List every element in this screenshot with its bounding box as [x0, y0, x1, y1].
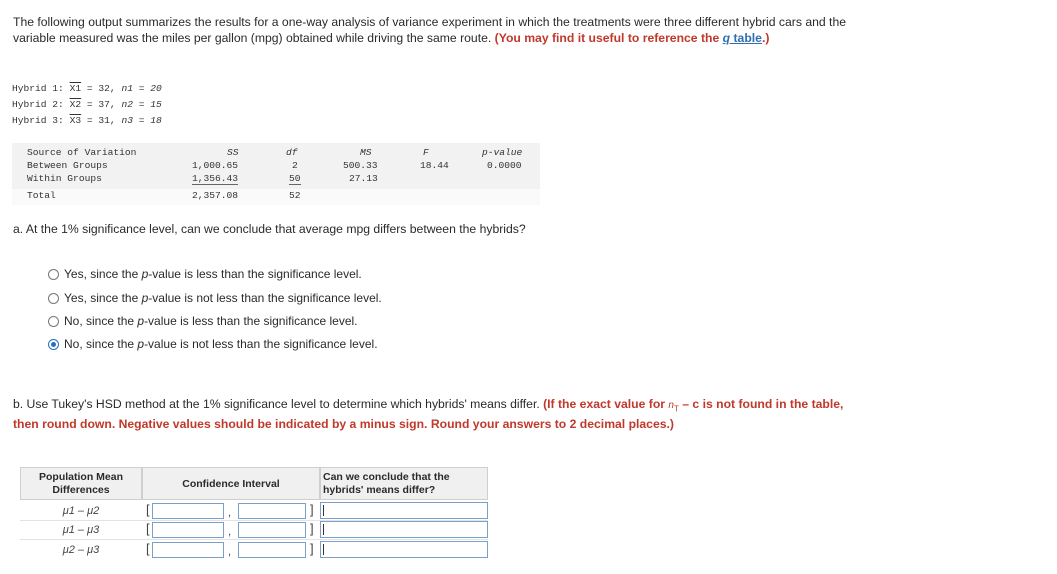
- header-ms: MS: [360, 147, 372, 158]
- between-label: Between Groups: [27, 160, 108, 171]
- header-pvalue: p-value: [482, 147, 523, 158]
- radio-icon[interactable]: [48, 293, 59, 304]
- row-label-mu2-mu3: μ2 – μ3: [62, 544, 100, 556]
- within-df: 50: [289, 173, 301, 184]
- within-ms: 27.13: [349, 173, 378, 184]
- between-ss: 1,000.65: [192, 160, 239, 171]
- total-ss: 2,357.08: [192, 190, 239, 201]
- part-b-question: [13, 397, 853, 432]
- open-bracket: [: [146, 502, 150, 517]
- header-ci: Confidence Interval: [142, 467, 320, 500]
- ci-lower-input-1[interactable]: [152, 503, 224, 519]
- q-table-link[interactable]: q table: [722, 30, 762, 45]
- between-df: 2: [292, 160, 298, 171]
- within-ss: 1,356.43: [192, 173, 239, 184]
- option-label: Yes, since the p-value is not less than the significance level.: [64, 291, 382, 305]
- anova-table: [12, 143, 540, 205]
- part-b-text: b. Use Tukey's HSD method at the 1% significance level to determine which hybrids' means differ.: [13, 397, 540, 411]
- open-bracket: [: [146, 521, 150, 536]
- ci-upper-input-1[interactable]: [238, 503, 306, 519]
- option-label: No, since the p-value is not less than the significance level.: [64, 337, 378, 351]
- hybrid-3-line: Hybrid 3: X3 = 31, n3 = 18: [12, 115, 162, 126]
- open-bracket: [: [146, 541, 150, 556]
- between-pvalue: 0.0000: [487, 160, 522, 171]
- row-label-mu1-mu3: μ1 – μ3: [62, 524, 100, 536]
- part-a-question: a. At the 1% significance level, can we conclude that average mpg differs between the hybrids?: [13, 222, 526, 236]
- header-pop-diff: Population Mean Differences: [20, 467, 142, 500]
- within-label: Within Groups: [27, 173, 102, 184]
- between-f: 18.44: [420, 160, 449, 171]
- option-4-selected[interactable]: [48, 336, 378, 352]
- option-3[interactable]: [48, 313, 358, 329]
- header-df: df: [286, 147, 298, 158]
- ci-lower-input-3[interactable]: [152, 542, 224, 558]
- radio-icon[interactable]: [48, 316, 59, 327]
- header-f: F: [423, 147, 429, 158]
- hybrid-1-line: Hybrid 1: X1 = 32, n1 = 20: [12, 83, 162, 94]
- option-label: Yes, since the p-value is less than the significance level.: [64, 267, 362, 281]
- comma: ,: [228, 546, 232, 558]
- total-df: 52: [289, 190, 301, 201]
- radio-icon[interactable]: [48, 269, 59, 280]
- ci-upper-input-3[interactable]: [238, 542, 306, 558]
- conclude-select-3[interactable]: [320, 541, 488, 558]
- close-bracket: ]: [310, 502, 314, 517]
- option-2[interactable]: [48, 290, 382, 306]
- close-bracket: ]: [310, 541, 314, 556]
- conclude-select-2[interactable]: [320, 521, 488, 538]
- hybrid-2-line: Hybrid 2: X2 = 37, n2 = 15: [12, 99, 162, 110]
- radio-selected-icon[interactable]: [48, 339, 59, 350]
- part-b-instructions: (If the exact value for $n_T$ – c is not found in the table, then round down. Negative values should be indicated by a minus sign. Round your answers to 2 decimal places.): [13, 397, 844, 431]
- hint-text: (You may find it useful to reference the q table.): [494, 30, 770, 45]
- tukey-table: [20, 467, 488, 564]
- problem-intro: [13, 15, 873, 46]
- header-source: Source of Variation: [27, 147, 137, 158]
- row-label-mu1-mu2: μ1 – μ2: [62, 505, 100, 517]
- option-1[interactable]: [48, 266, 362, 282]
- total-label: Total: [27, 190, 56, 201]
- option-label: No, since the p-value is less than the significance level.: [64, 314, 358, 328]
- comma: ,: [228, 526, 232, 538]
- conclude-select-1[interactable]: [320, 502, 488, 519]
- close-bracket: ]: [310, 521, 314, 536]
- ci-upper-input-2[interactable]: [238, 522, 306, 538]
- ci-lower-input-2[interactable]: [152, 522, 224, 538]
- between-ms: 500.33: [343, 160, 378, 171]
- header-ss: SS: [227, 147, 239, 158]
- intro-text: The following output summarizes the results for a one-way analysis of variance experiment in which the treatments were three different hybrid cars and the variable measured was the miles per gallon (mpg) obtained while driving the same route.: [13, 15, 846, 45]
- header-can-conclude: Can we conclude that the hybrids' means differ?: [320, 467, 488, 500]
- comma: ,: [228, 507, 232, 519]
